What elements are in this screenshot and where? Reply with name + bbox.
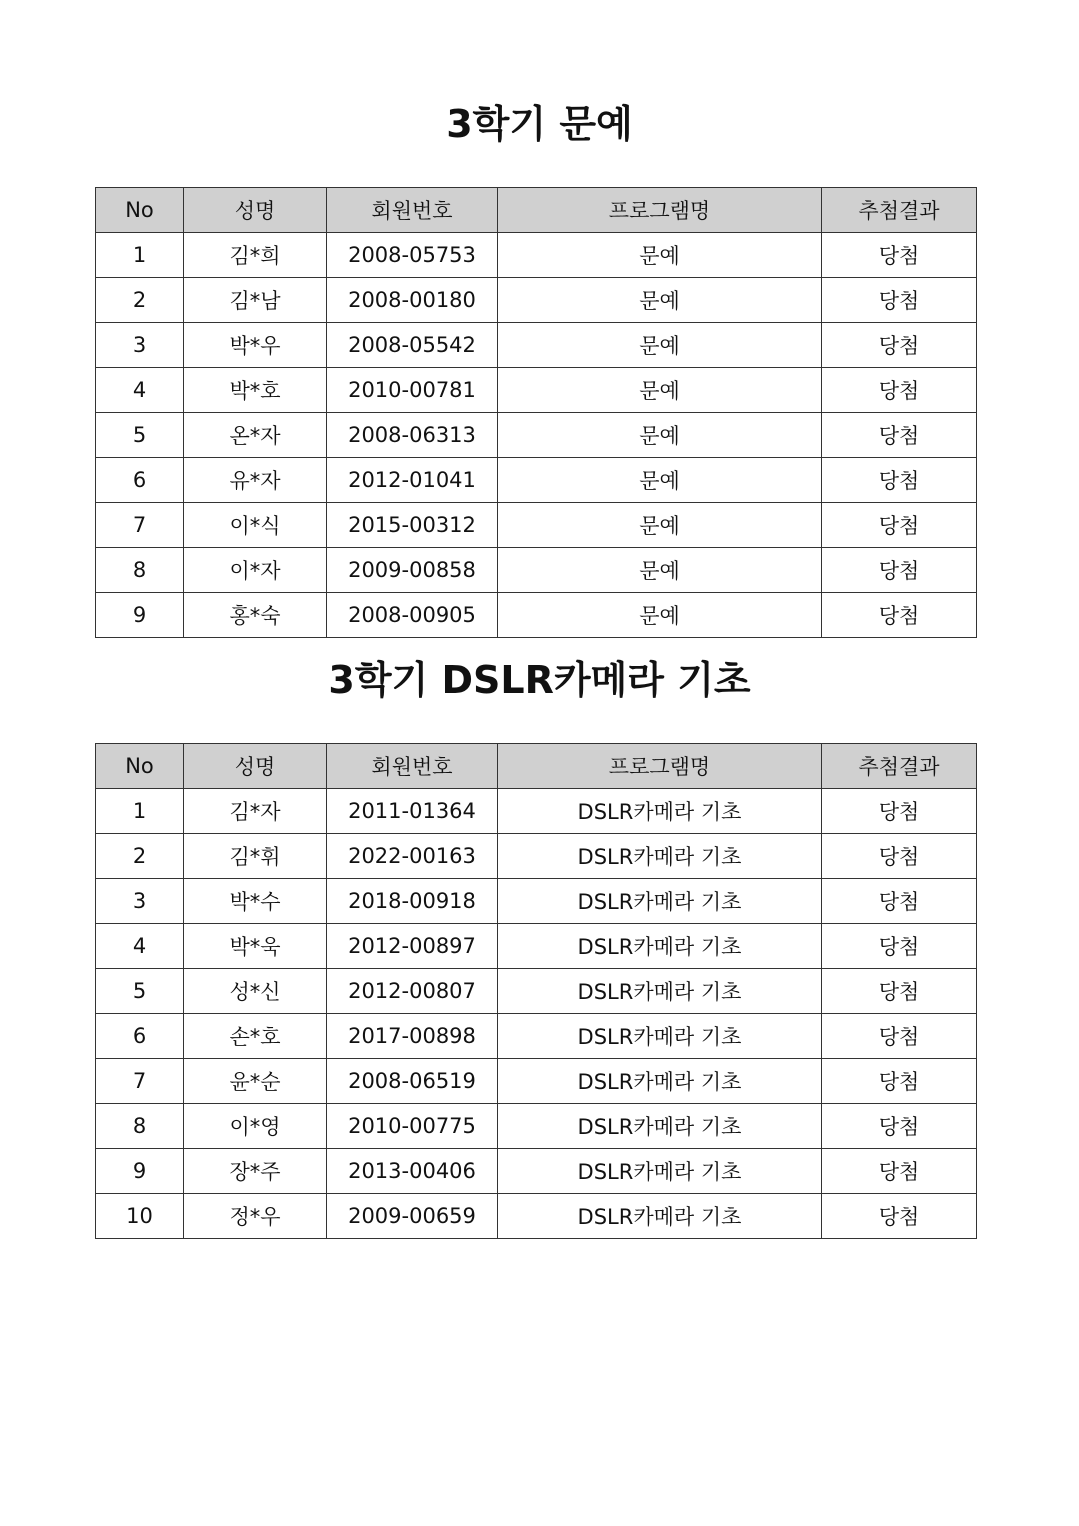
cell-result: 당첨 bbox=[822, 879, 977, 924]
cell-member-id: 2010-00775 bbox=[327, 1104, 498, 1149]
cell-member-id: 2017-00898 bbox=[327, 1014, 498, 1059]
cell-program: DSLR카메라 기초 bbox=[498, 1149, 822, 1194]
cell-result: 당첨 bbox=[822, 969, 977, 1014]
header-member-id: 회원번호 bbox=[327, 188, 498, 233]
cell-name: 온*자 bbox=[184, 413, 327, 458]
cell-result: 당첨 bbox=[822, 834, 977, 879]
section-title-literature: 3학기 문예 bbox=[446, 102, 633, 146]
cell-result: 당첨 bbox=[822, 593, 977, 638]
cell-program: DSLR카메라 기초 bbox=[498, 1014, 822, 1059]
cell-no: 4 bbox=[96, 368, 184, 413]
table-header-row bbox=[96, 188, 977, 233]
cell-program: 문예 bbox=[498, 368, 822, 413]
lottery-table-dslr bbox=[95, 743, 977, 1239]
table-row bbox=[96, 1149, 977, 1194]
table-row bbox=[96, 368, 977, 413]
cell-program: DSLR카메라 기초 bbox=[498, 1059, 822, 1104]
cell-name: 박*호 bbox=[184, 368, 327, 413]
cell-no: 1 bbox=[96, 233, 184, 278]
header-program: 프로그램명 bbox=[498, 744, 822, 789]
cell-name: 김*남 bbox=[184, 278, 327, 323]
cell-no: 9 bbox=[96, 1149, 184, 1194]
cell-result: 당첨 bbox=[822, 458, 977, 503]
table-row bbox=[96, 548, 977, 593]
cell-program: 문예 bbox=[498, 233, 822, 278]
cell-program: DSLR카메라 기초 bbox=[498, 1104, 822, 1149]
cell-result: 당첨 bbox=[822, 548, 977, 593]
cell-program: 문예 bbox=[498, 413, 822, 458]
cell-member-id: 2010-00781 bbox=[327, 368, 498, 413]
cell-program: DSLR카메라 기초 bbox=[498, 789, 822, 834]
cell-name: 장*주 bbox=[184, 1149, 327, 1194]
cell-program: 문예 bbox=[498, 458, 822, 503]
table-row bbox=[96, 789, 977, 834]
cell-name: 손*호 bbox=[184, 1014, 327, 1059]
cell-no: 7 bbox=[96, 503, 184, 548]
cell-name: 성*신 bbox=[184, 969, 327, 1014]
cell-member-id: 2022-00163 bbox=[327, 834, 498, 879]
cell-member-id: 2008-00905 bbox=[327, 593, 498, 638]
cell-result: 당첨 bbox=[822, 1014, 977, 1059]
cell-member-id: 2018-00918 bbox=[327, 879, 498, 924]
cell-name: 이*식 bbox=[184, 503, 327, 548]
cell-member-id: 2008-00180 bbox=[327, 278, 498, 323]
cell-member-id: 2011-01364 bbox=[327, 789, 498, 834]
cell-program: DSLR카메라 기초 bbox=[498, 1194, 822, 1239]
cell-member-id: 2008-06519 bbox=[327, 1059, 498, 1104]
cell-member-id: 2008-05542 bbox=[327, 323, 498, 368]
cell-program: 문예 bbox=[498, 323, 822, 368]
cell-result: 당첨 bbox=[822, 1104, 977, 1149]
cell-no: 5 bbox=[96, 413, 184, 458]
cell-name: 김*휘 bbox=[184, 834, 327, 879]
header-result: 추첨결과 bbox=[822, 188, 977, 233]
table-row bbox=[96, 969, 977, 1014]
cell-result: 당첨 bbox=[822, 789, 977, 834]
header-program: 프로그램명 bbox=[498, 188, 822, 233]
cell-member-id: 2012-00807 bbox=[327, 969, 498, 1014]
cell-name: 박*수 bbox=[184, 879, 327, 924]
table-row bbox=[96, 1194, 977, 1239]
cell-no: 9 bbox=[96, 593, 184, 638]
cell-result: 당첨 bbox=[822, 278, 977, 323]
cell-no: 1 bbox=[96, 789, 184, 834]
cell-name: 이*영 bbox=[184, 1104, 327, 1149]
cell-name: 유*자 bbox=[184, 458, 327, 503]
cell-no: 5 bbox=[96, 969, 184, 1014]
cell-no: 10 bbox=[96, 1194, 184, 1239]
table-row bbox=[96, 1104, 977, 1149]
table-row bbox=[96, 924, 977, 969]
header-no: No bbox=[96, 188, 184, 233]
cell-program: 문예 bbox=[498, 503, 822, 548]
table-row bbox=[96, 1059, 977, 1104]
table-row bbox=[96, 413, 977, 458]
cell-no: 7 bbox=[96, 1059, 184, 1104]
cell-member-id: 2008-06313 bbox=[327, 413, 498, 458]
header-name: 성명 bbox=[184, 744, 327, 789]
cell-member-id: 2013-00406 bbox=[327, 1149, 498, 1194]
cell-program: DSLR카메라 기초 bbox=[498, 879, 822, 924]
cell-name: 홍*숙 bbox=[184, 593, 327, 638]
cell-no: 3 bbox=[96, 323, 184, 368]
section-title-dslr: 3학기 DSLR카메라 기초 bbox=[328, 658, 751, 702]
table-row bbox=[96, 278, 977, 323]
cell-result: 당첨 bbox=[822, 413, 977, 458]
table-row bbox=[96, 593, 977, 638]
table-row bbox=[96, 503, 977, 548]
cell-no: 3 bbox=[96, 879, 184, 924]
cell-no: 2 bbox=[96, 278, 184, 323]
cell-member-id: 2015-00312 bbox=[327, 503, 498, 548]
cell-result: 당첨 bbox=[822, 503, 977, 548]
cell-program: DSLR카메라 기초 bbox=[498, 834, 822, 879]
cell-program: DSLR카메라 기초 bbox=[498, 969, 822, 1014]
cell-program: DSLR카메라 기초 bbox=[498, 924, 822, 969]
cell-result: 당첨 bbox=[822, 1059, 977, 1104]
cell-name: 김*자 bbox=[184, 789, 327, 834]
cell-member-id: 2012-01041 bbox=[327, 458, 498, 503]
cell-result: 당첨 bbox=[822, 368, 977, 413]
cell-member-id: 2009-00659 bbox=[327, 1194, 498, 1239]
cell-program: 문예 bbox=[498, 548, 822, 593]
cell-result: 당첨 bbox=[822, 323, 977, 368]
cell-no: 8 bbox=[96, 1104, 184, 1149]
cell-program: 문예 bbox=[498, 593, 822, 638]
cell-name: 박*우 bbox=[184, 323, 327, 368]
cell-result: 당첨 bbox=[822, 233, 977, 278]
table-row bbox=[96, 834, 977, 879]
cell-no: 2 bbox=[96, 834, 184, 879]
header-no: No bbox=[96, 744, 184, 789]
header-name: 성명 bbox=[184, 188, 327, 233]
cell-name: 윤*순 bbox=[184, 1059, 327, 1104]
cell-name: 정*우 bbox=[184, 1194, 327, 1239]
lottery-table-literature bbox=[95, 187, 977, 638]
cell-member-id: 2008-05753 bbox=[327, 233, 498, 278]
table-header-row bbox=[96, 744, 977, 789]
cell-name: 김*희 bbox=[184, 233, 327, 278]
cell-member-id: 2012-00897 bbox=[327, 924, 498, 969]
cell-name: 이*자 bbox=[184, 548, 327, 593]
table-row bbox=[96, 879, 977, 924]
cell-member-id: 2009-00858 bbox=[327, 548, 498, 593]
cell-no: 4 bbox=[96, 924, 184, 969]
table-row bbox=[96, 323, 977, 368]
table-row bbox=[96, 1014, 977, 1059]
cell-name: 박*욱 bbox=[184, 924, 327, 969]
cell-program: 문예 bbox=[498, 278, 822, 323]
table-row bbox=[96, 458, 977, 503]
cell-no: 6 bbox=[96, 1014, 184, 1059]
cell-result: 당첨 bbox=[822, 924, 977, 969]
header-member-id: 회원번호 bbox=[327, 744, 498, 789]
cell-result: 당첨 bbox=[822, 1149, 977, 1194]
cell-no: 8 bbox=[96, 548, 184, 593]
cell-result: 당첨 bbox=[822, 1194, 977, 1239]
header-result: 추첨결과 bbox=[822, 744, 977, 789]
cell-no: 6 bbox=[96, 458, 184, 503]
table-row bbox=[96, 233, 977, 278]
